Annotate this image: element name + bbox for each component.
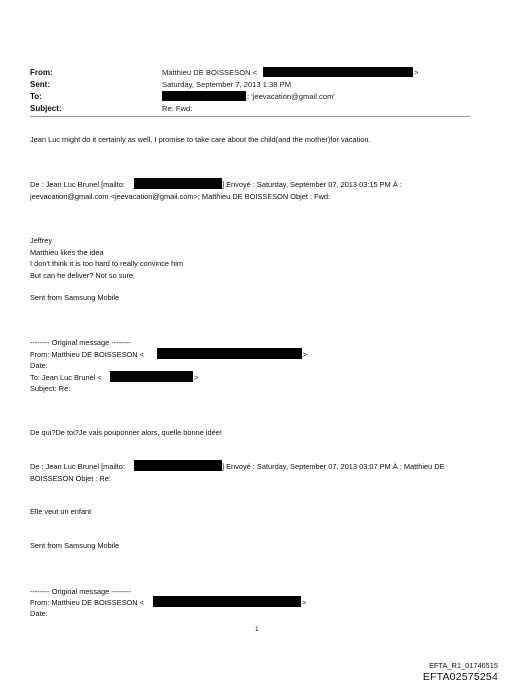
from-value-close: > [414, 68, 419, 77]
page-number: 1 [255, 626, 259, 633]
fwd1-from-line: De : Jean Luc Brunel [mailto: [30, 180, 125, 189]
elle-line: Elle veut un enfant [30, 507, 92, 516]
redaction-fwd1-email [134, 178, 222, 189]
orig1-to-close: > [194, 373, 199, 382]
orig2-from: From: Matthieu DE BOISSESON < [30, 598, 144, 607]
subject-label: Subject: [30, 104, 62, 113]
orig2-title: -------- Original message -------- [30, 587, 131, 596]
fwd2-sent-line: ] Envoyé : Saturday, September 07, 2013 03:07 PM À : Matthieu DE [222, 462, 445, 471]
sent-value: Saturday, September 7, 2013 1:38 PM [162, 80, 292, 89]
from-value: Matthieu DE BOISSESON < [162, 68, 258, 77]
orig1-date: Date: [30, 361, 48, 370]
redaction-from [263, 67, 413, 77]
from-label: From: [30, 68, 53, 77]
redaction-orig1-from [157, 348, 302, 359]
bates-id-large: EFTA02575254 [422, 671, 498, 683]
orig2-from-close: > [302, 598, 307, 607]
orig1-from: From: Matthieu DE BOISSESON < [30, 350, 144, 359]
sent-from-signature: Sent from Samsung Mobile [30, 293, 120, 302]
subject-value: Re: Fwd: [162, 104, 193, 113]
orig1-from-close: > [303, 350, 308, 359]
fwd1-to-line: jeevacation@gmail.com <jeevacation@gmail.com>; Matthieu DE BOISSESON Objet : Fwd: [30, 192, 331, 201]
bates-id-small: EFTA_R1_01746515 [429, 661, 498, 670]
to-label: To: [30, 92, 42, 101]
redaction-fwd2-email [134, 460, 222, 471]
redaction-orig1-to [110, 371, 193, 382]
sent-label: Sent: [30, 80, 50, 89]
reply-text: Jean Luc might do it certainly as well, I promise to take care about the child(and the mother)for vacation. [30, 135, 371, 144]
french-reply: De qui?De toi?Je vais pouponner alors, quelle bonne idée! [30, 428, 222, 437]
header-divider [30, 116, 470, 117]
sent-from-signature: Sent from Samsung Mobile [30, 541, 120, 550]
to-value: ; 'jeevacation@gmail.com' [247, 92, 335, 101]
fwd2-to-line: BOISSESON Objet : Re: [30, 474, 111, 483]
msg-line: But can he deliver? Not so sure [30, 271, 134, 280]
msg-line: I don't think it is too hard to really convince him [30, 259, 183, 268]
orig1-to: To: Jean Luc Brunel < [30, 373, 102, 382]
redaction-orig2-from [153, 596, 301, 607]
fwd1-sent-line: ] Envoyé : Saturday, September 07, 2013 03:15 PM À : [222, 180, 402, 189]
orig1-subject: Subject: Re: [30, 384, 71, 393]
orig1-title: -------- Original message -------- [30, 338, 131, 347]
msg-line: Matthieu likes the idea [30, 248, 104, 257]
redaction-to [162, 91, 246, 101]
fwd2-from-line: De : Jean Luc Brunel [mailto: [30, 462, 125, 471]
orig2-date: Date: [30, 609, 48, 618]
msg-line: Jeffrey [30, 236, 53, 245]
